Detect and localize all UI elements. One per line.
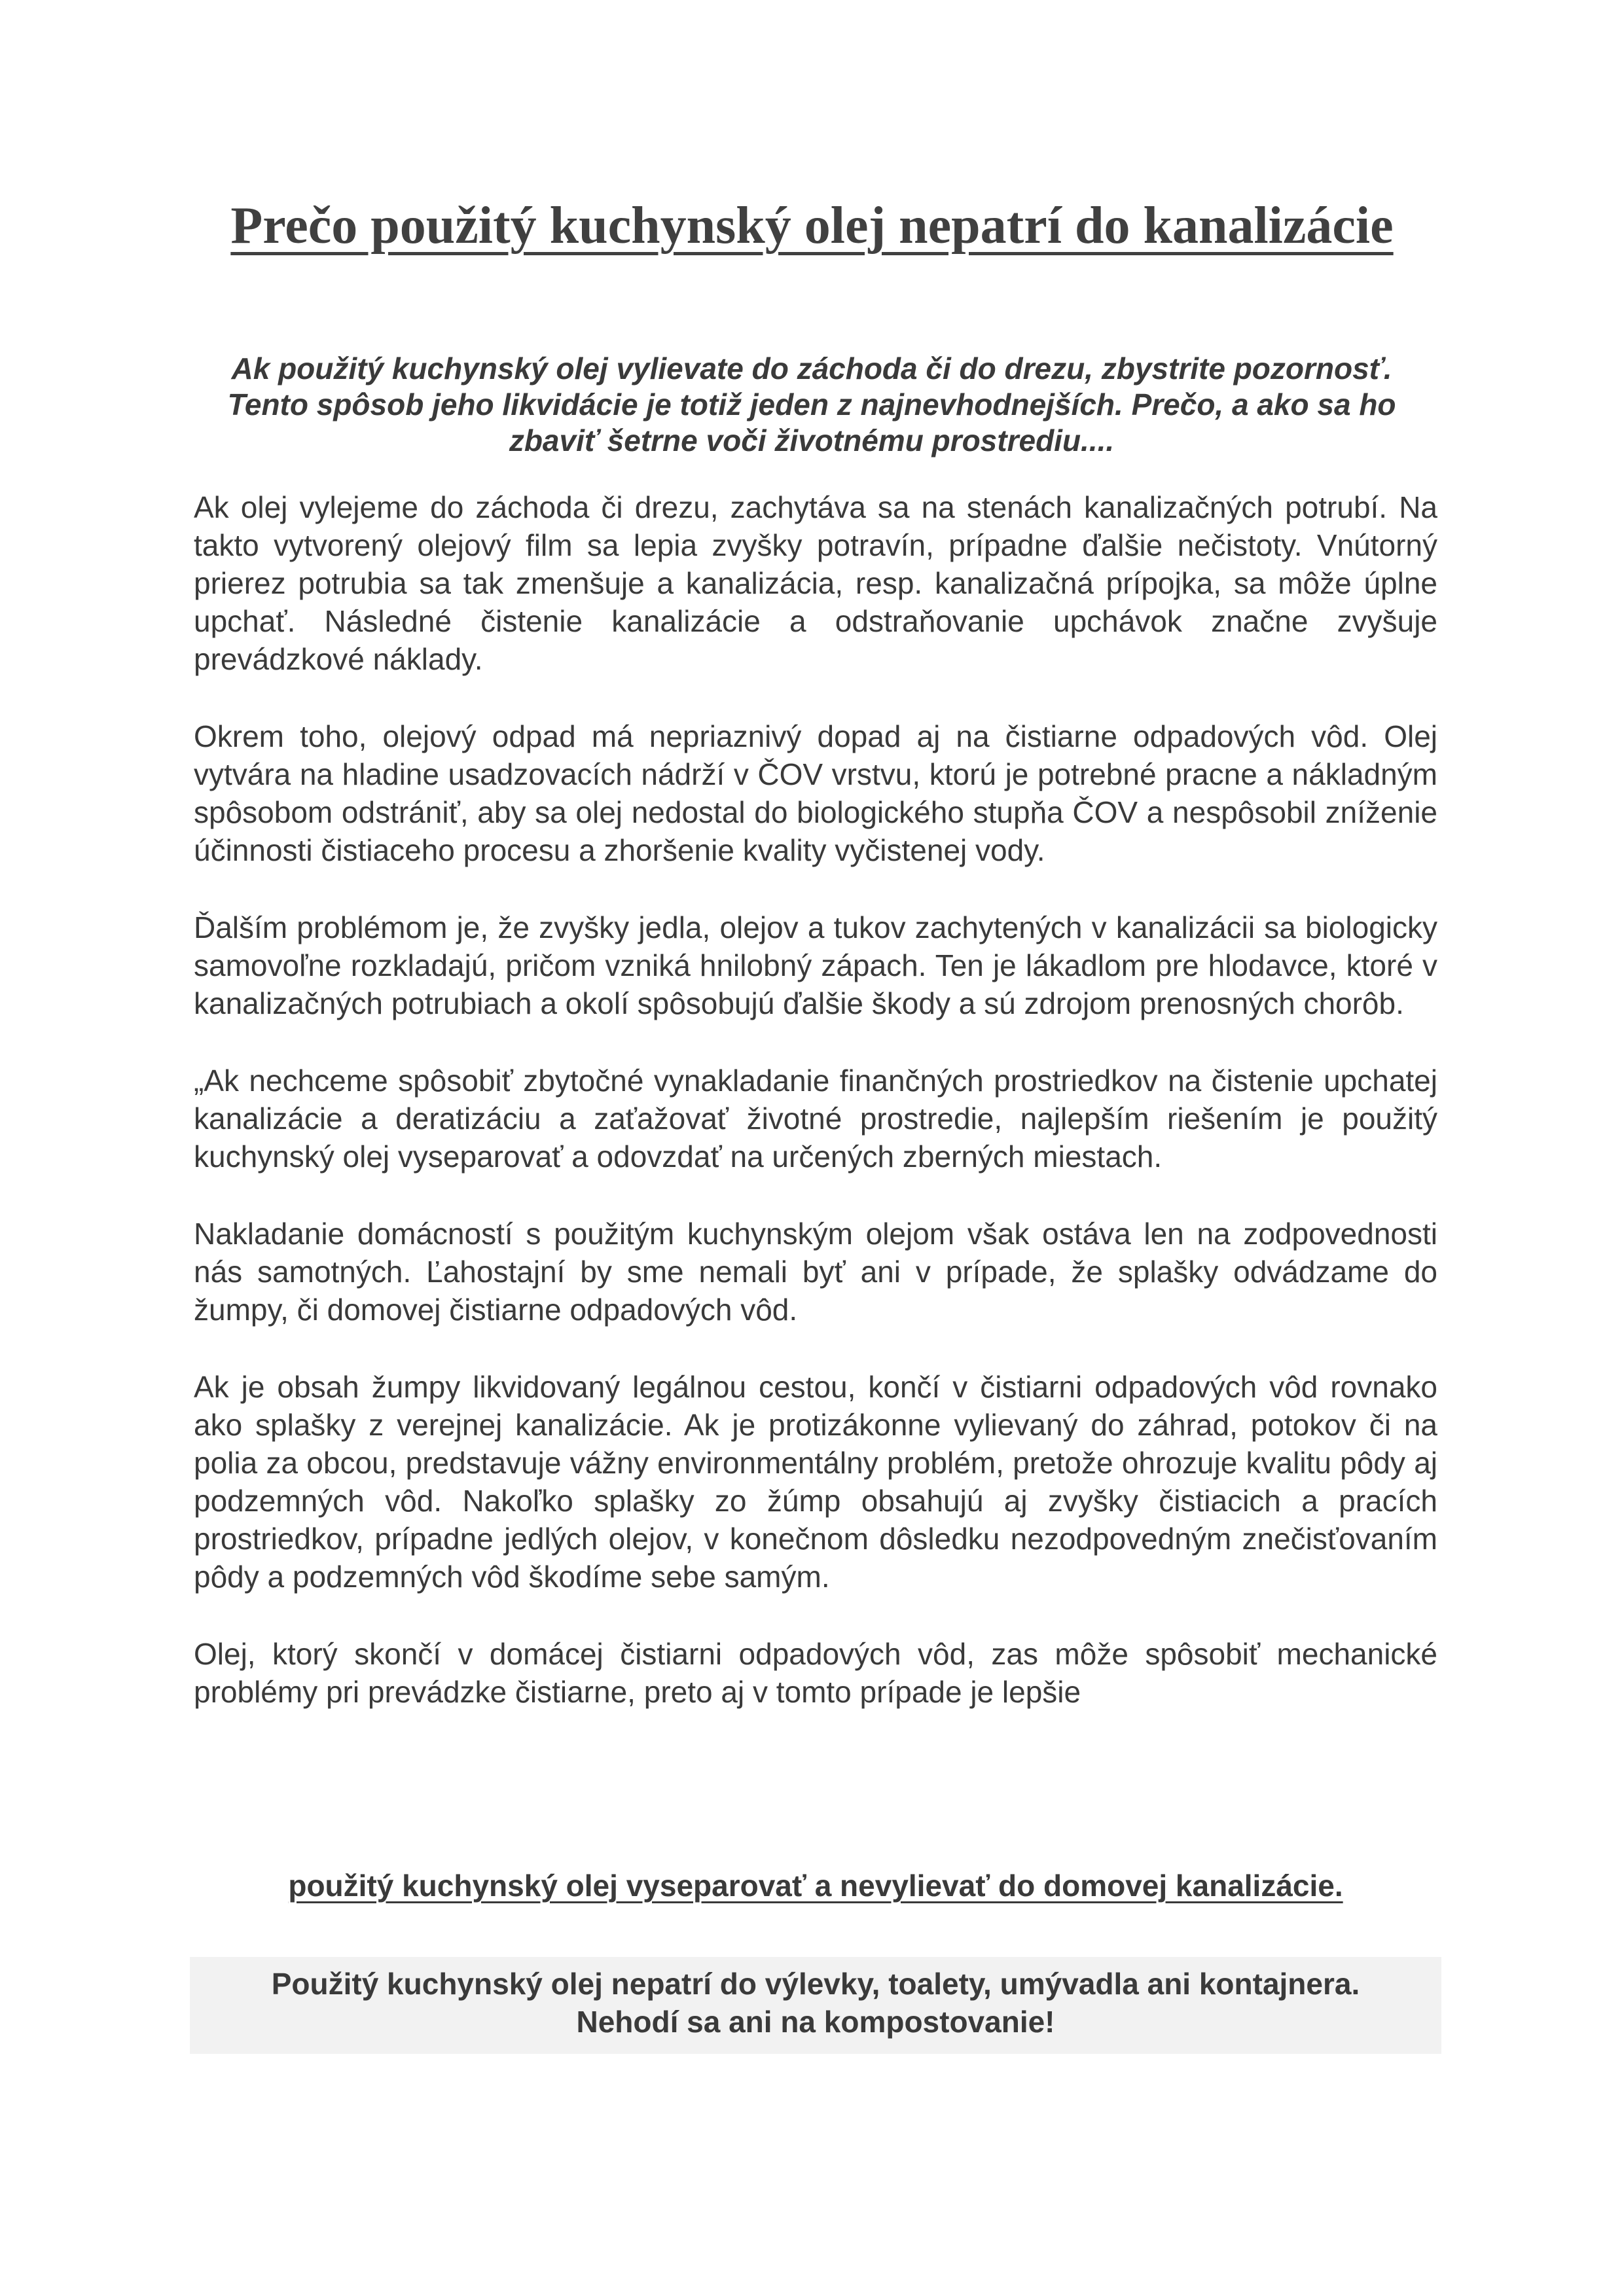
document-title-text: Prečo použitý kuchynský olej nepatrí do kanalizácie [230,197,1394,255]
lead-paragraph: Ak použitý kuchynský olej vylievate do záchoda či do drezu, zbystrite pozornosť. Tento spôsob jeho likvidácie je totiž jeden z najnevhodnejších. Prečo, a ako sa ho zbaviť šetrne voči životnému prostrediu.... [227,351,1396,457]
body-paragraph: Olej, ktorý skončí v domácej čistiarni odpadových vôd, zas môže spôsobiť mechanické problémy pri prevádzke čistiarne, preto aj v tomto prípade je lepšie [194,1637,1437,1709]
document-title [0,190,1624,262]
notice-line-1: Použitý kuchynský olej nepatrí do výlevky, toalety, umývadla ani kontajnera. [271,1967,1360,2001]
highlight-statement [194,1867,1437,1905]
body-paragraph: „Ak nechceme spôsobiť zbytočné vynakladanie finančných prostriedkov na čistenie upchatej kanalizácie a deratizáciu a zaťažovať životné prostredie, najlepším riešením je použitý kuchynský olej vyseparovať a odovzdať na určených zberných miestach. [194,1064,1437,1174]
notice-box [190,1957,1441,2054]
notice-line-2: Nehodí sa ani na kompostovanie! [576,2005,1055,2039]
body-paragraph: Ďalším problémom je, že zvyšky jedla, olejov a tukov zachytených v kanalizácii sa biologicky samovoľne rozkladajú, pričom vzniká hnilobný zápach. Ten je lákadlom pre hlodavce, ktoré v kanalizačných potrubiach a okolí spôsobujú ďalšie škody a sú zdrojom prenosných chorôb. [194,910,1437,1020]
body-paragraph: Okrem toho, olejový odpad má nepriaznivý dopad aj na čistiarne odpadových vôd. Olej vytvára na hladine usadzovacích nádrží v ČOV vrstvu, ktorú je potrebné pracne a nákladným spôsobom odstrániť, aby sa olej nedostal do biologického stupňa ČOV a nespôsobil zníženie účinnosti čistiaceho procesu a zhoršenie kvality vyčistenej vody. [194,719,1437,867]
body-paragraph: Ak je obsah žumpy likvidovaný legálnou cestou, končí v čistiarni odpadových vôd rovnako ako splašky z verejnej kanalizácie. Ak je protizákonne vylievaný do záhrad, potokov či na polia za obcou, predstavuje vážny environmentálny problém, pretože ohrozuje kvalitu pôdy aj podzemných vôd. Nakoľko splašky zo žúmp obsahujú aj zvyšky čistiacich a pracích prostriedkov, prípadne jedlých olejov, v konečnom dôsledku nezodpovedným znečisťovaním pôdy a podzemných vôd škodíme sebe samým. [194,1370,1437,1594]
body-paragraph: Ak olej vylejeme do záchoda či drezu, zachytáva sa na stenách kanalizačných potrubí. Na takto vytvorený olejový film sa lepia zvyšky potravín, prípadne ďalšie nečistoty. Vnútorný prierez potrubia sa tak zmenšuje a kanalizácia, resp. kanalizačná prípojka, sa môže úplne upchať. Následné čistenie kanalizácie a odstraňovanie upchávok značne zvyšuje prevádzkové náklady. [194,490,1437,676]
body-paragraph: Nakladanie domácností s použitým kuchynským olejom však ostáva len na zodpovednosti nás samotných. Ľahostajní by sme nemali byť ani v prípade, že splašky odvádzame do žumpy, či domovej čistiarne odpadových vôd. [194,1217,1437,1327]
highlight-statement-text: použitý kuchynský olej vyseparovať a nevylievať do domovej kanalizácie. [288,1869,1343,1903]
article-body [194,488,1437,1750]
